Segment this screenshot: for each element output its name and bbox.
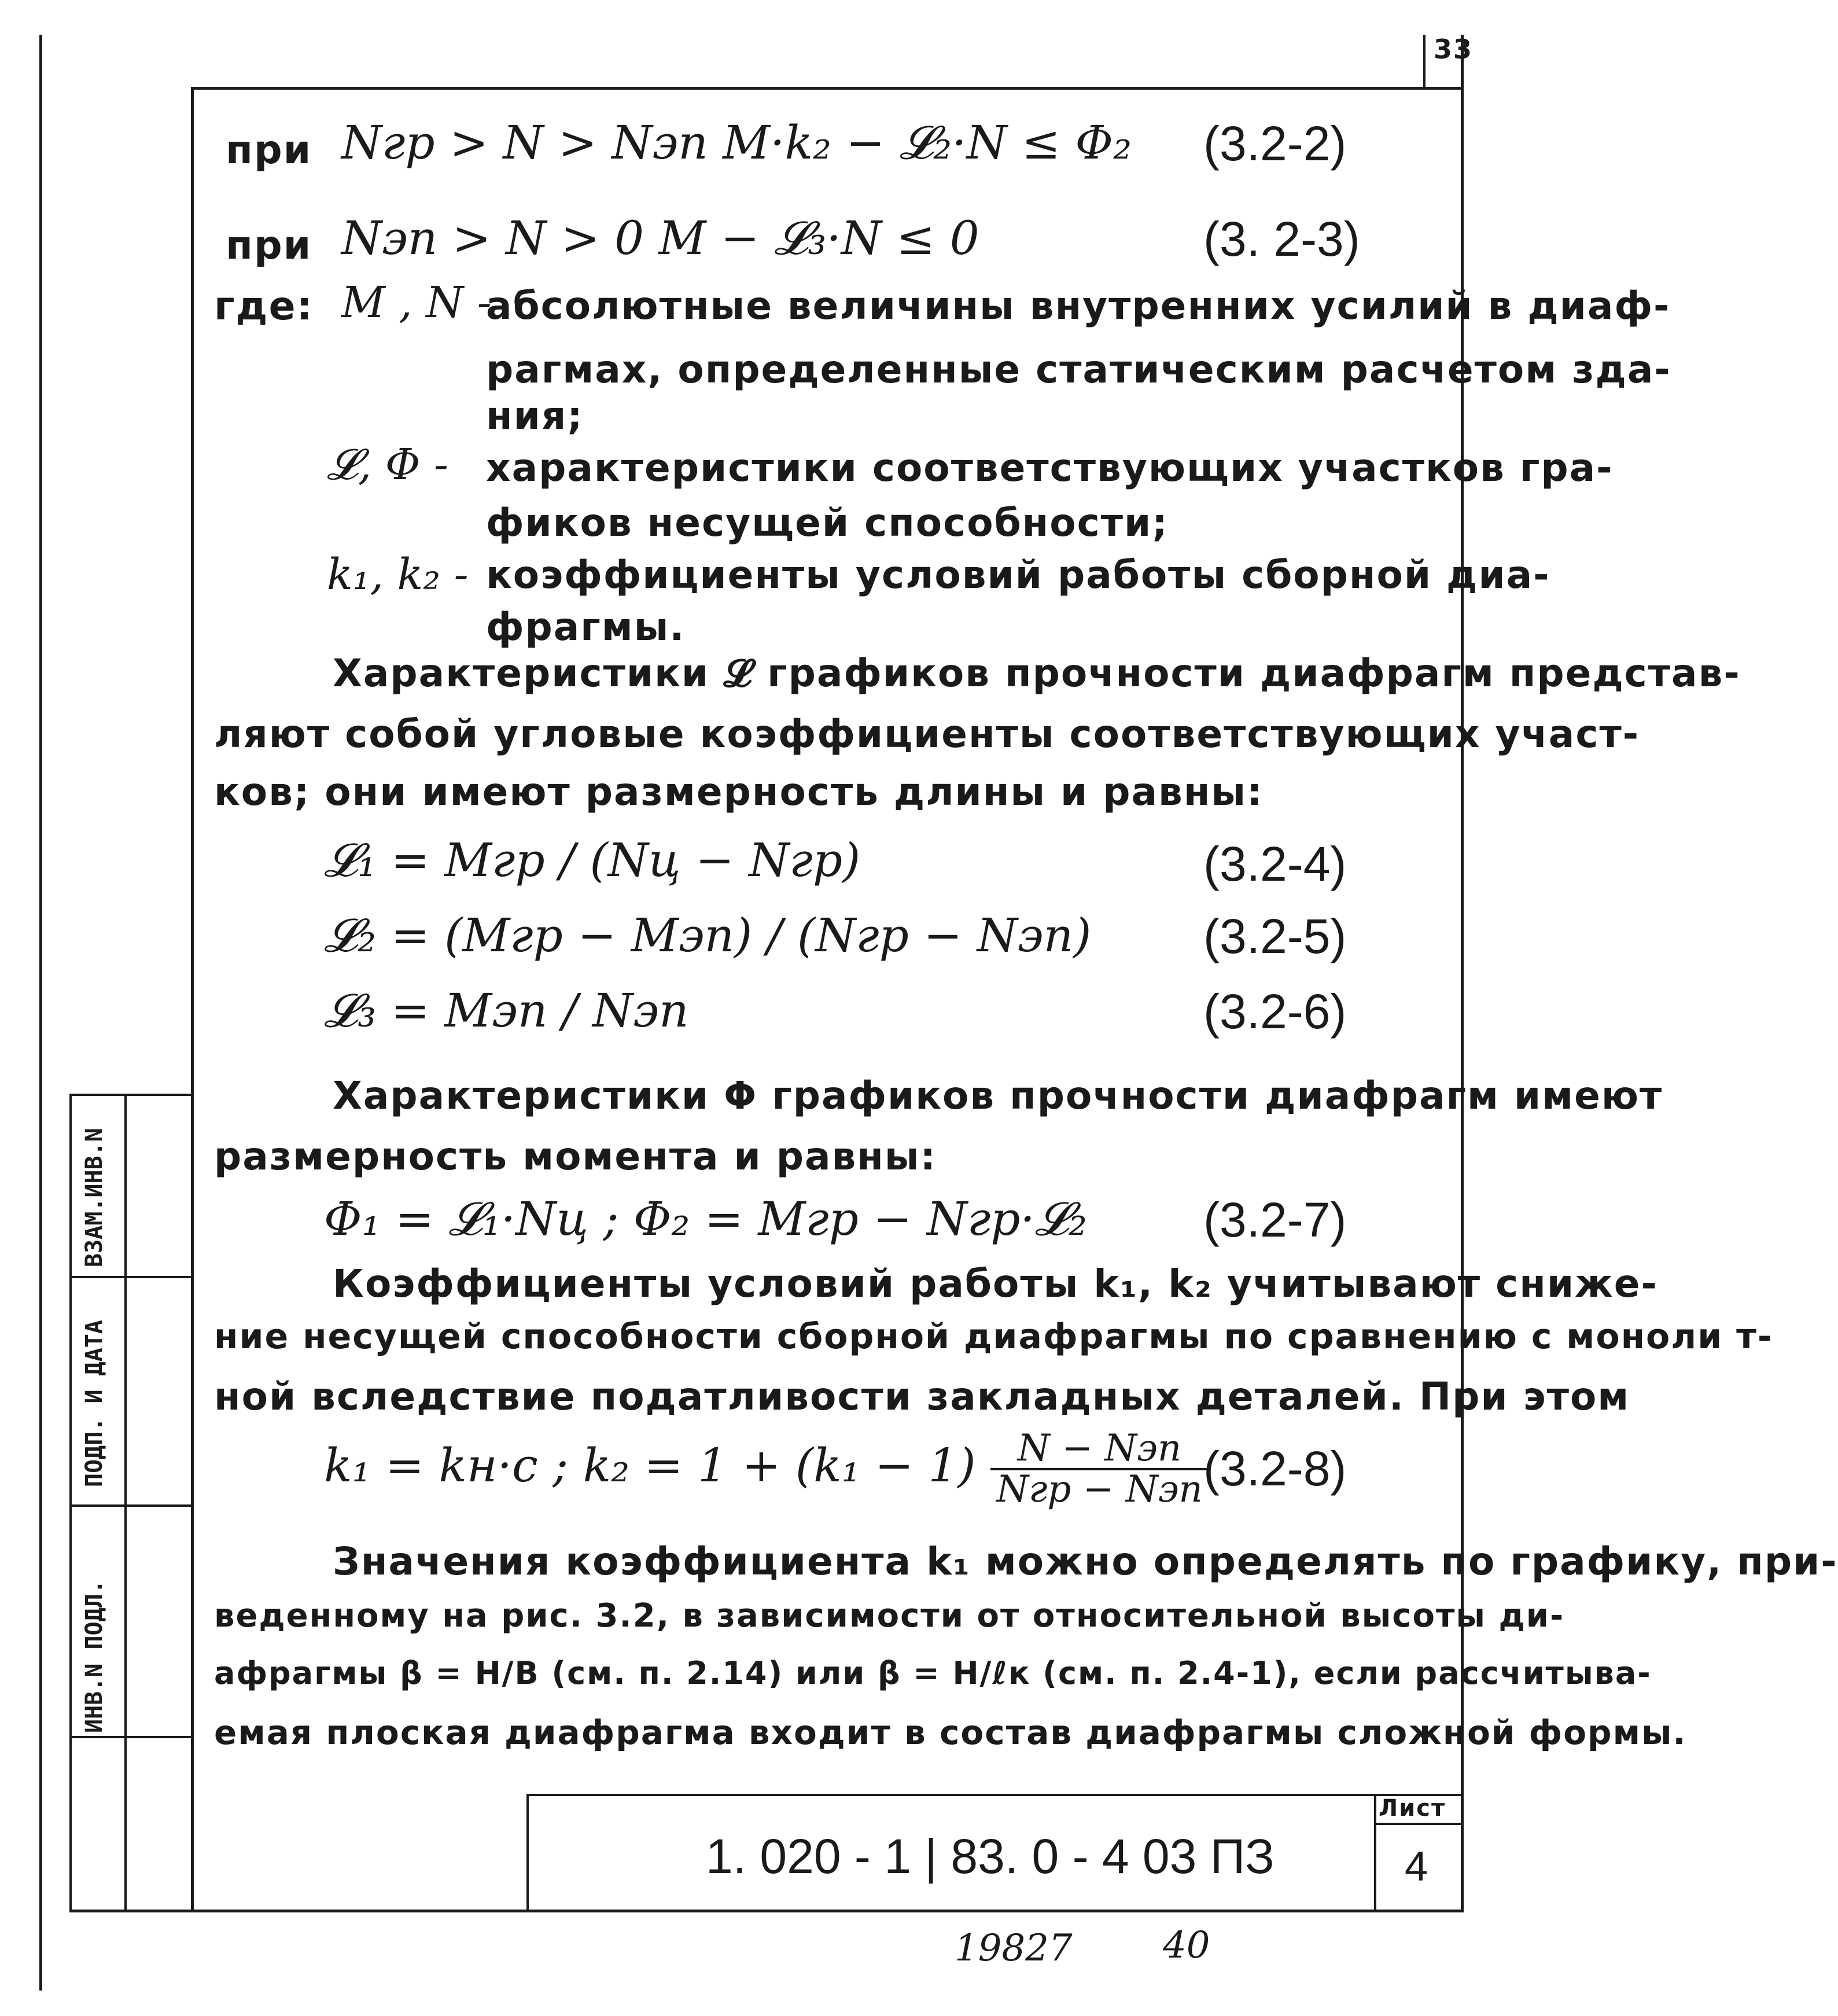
equation-number: (3.2-6): [1203, 984, 1347, 1039]
side-column-left: [69, 1094, 72, 1910]
equation-fraction: [990, 1429, 1209, 1509]
equation-left-part: k₁ = kн·с ; k₂ = 1 + (k₁ − 1): [324, 1439, 976, 1493]
paragraph-line: Характеристики Φ графиков прочности диафрагм имеют: [333, 1073, 1663, 1118]
frame-left-border: [191, 87, 194, 1910]
definition-text: абсолютные величины внутренних усилий в диаф-: [486, 284, 1671, 328]
equation-number: (3. 2-3): [1203, 212, 1360, 266]
definition-symbol: M , N -: [341, 278, 492, 328]
stamp-top-border: [526, 1794, 1464, 1796]
side-label-vzam-inv: ВЗАМ.ИНВ.N: [81, 1128, 108, 1267]
condition-formula: Nгр > N > Nэп M·k₂ − 𝓛₂·N ≤ Φ₂: [341, 116, 1132, 170]
paragraph-line: Характеристики 𝓛 графиков прочности диафрагм представ-: [333, 651, 1741, 696]
definition-text: характеристики соответствующих участков гра-: [486, 446, 1614, 490]
paragraph-line: ляют собой угловые коэффициенты соответствующих участ-: [214, 712, 1640, 756]
equation-number: (3.2-8): [1203, 1441, 1347, 1496]
definition-symbol: 𝓛, Φ -: [327, 440, 449, 490]
stamp-doc-code: 1. 020 - 1 | 83. 0 - 4 03 ПЗ: [706, 1829, 1275, 1883]
equation-number: (3.2-2): [1203, 116, 1347, 171]
definition-text: ния;: [486, 393, 584, 438]
equation-number: (3.2-7): [1203, 1193, 1347, 1247]
stamp-sheet-label-line: [1374, 1823, 1464, 1825]
side-label-inv-podl: ИНВ.N ПОДЛ.: [81, 1580, 108, 1733]
stamp-sheet-label: Лист: [1379, 1795, 1446, 1822]
corner-page-number: 33: [1434, 34, 1474, 65]
side-column-mid: [124, 1094, 127, 1910]
left-margin-line: [39, 35, 42, 1991]
equation-formula: 𝓛₃ = Mэп / Nэп: [324, 984, 689, 1038]
paragraph-line: афрагмы β = H/B (см. п. 2.14) или β = H/ℓк (см. п. 2.4-1), если рассчитыва-: [214, 1655, 1652, 1691]
paragraph-line: ной вследствие податливости закладных деталей. При этом: [214, 1374, 1630, 1419]
stamp-sheet-divider: [1374, 1794, 1376, 1910]
side-divider-3: [69, 1736, 191, 1738]
frame-bottom-border: [69, 1910, 1464, 1912]
equation-formula: 𝓛₂ = (Mгр − Mэп) / (Nгр − Nэп): [324, 908, 1092, 962]
paragraph-line: Коэффициенты условий работы k₁, k₂ учитывают сниже-: [333, 1261, 1658, 1306]
condition-formula: Nэп > N > 0 M − 𝓛₃·N ≤ 0: [341, 211, 979, 265]
side-label-podp-data: ПОДП. И ДАТА: [81, 1320, 108, 1487]
condition-label: при: [226, 223, 312, 268]
equation-number: (3.2-4): [1203, 837, 1347, 891]
fraction-denominator: Nгр − Nэп: [996, 1468, 1203, 1511]
definition-text: коэффициенты условий работы сборной диа-: [486, 553, 1550, 597]
side-divider-2: [69, 1504, 191, 1507]
equation-formula: Φ₁ = 𝓛₁·Nц ; Φ₂ = Mгр − Nгр·𝓛₂: [324, 1192, 1088, 1246]
side-divider-1: [69, 1276, 191, 1278]
paragraph-line: емая плоская диафрагма входит в состав диафрагмы сложной формы.: [214, 1713, 1687, 1752]
where-label: где:: [214, 284, 314, 329]
equation-formula: [324, 1429, 1209, 1509]
definition-symbol: k₁, k₂ -: [327, 550, 469, 599]
fraction-numerator: N − Nэп: [990, 1429, 1209, 1470]
paragraph-line: Значения коэффициента k₁ можно определять по графику, при-: [333, 1539, 1838, 1584]
side-column-top: [69, 1094, 191, 1096]
equation-number: (3.2-5): [1203, 909, 1347, 963]
stamp-left-border: [526, 1794, 529, 1910]
paragraph-line: размерность момента и равны:: [214, 1134, 937, 1179]
frame-top-border: [191, 87, 1464, 90]
definition-text: фрагмы.: [486, 605, 686, 649]
definition-text: фиков несущей способности;: [486, 501, 1169, 545]
corner-box-left: [1423, 35, 1426, 88]
paragraph-line: веденному на рис. 3.2, в зависимости от относительной высоты ди-: [214, 1597, 1565, 1635]
condition-label: при: [226, 127, 312, 173]
definition-text: рагмах, определенные статическим расчетом зда-: [486, 347, 1671, 392]
stamp-sheet-number: 4: [1405, 1844, 1428, 1890]
equation-formula: 𝓛₁ = Mгр / (Nц − Nгр): [324, 833, 861, 887]
footer-number-right: 40: [1163, 1924, 1210, 1967]
paragraph-line: ние несущей способности сборной диафрагмы по сравнению с моноли т-: [214, 1316, 1773, 1357]
paragraph-line: ков; они имеют размерность длины и равны:: [214, 770, 1264, 814]
footer-number-left: 19827: [955, 1927, 1073, 1970]
